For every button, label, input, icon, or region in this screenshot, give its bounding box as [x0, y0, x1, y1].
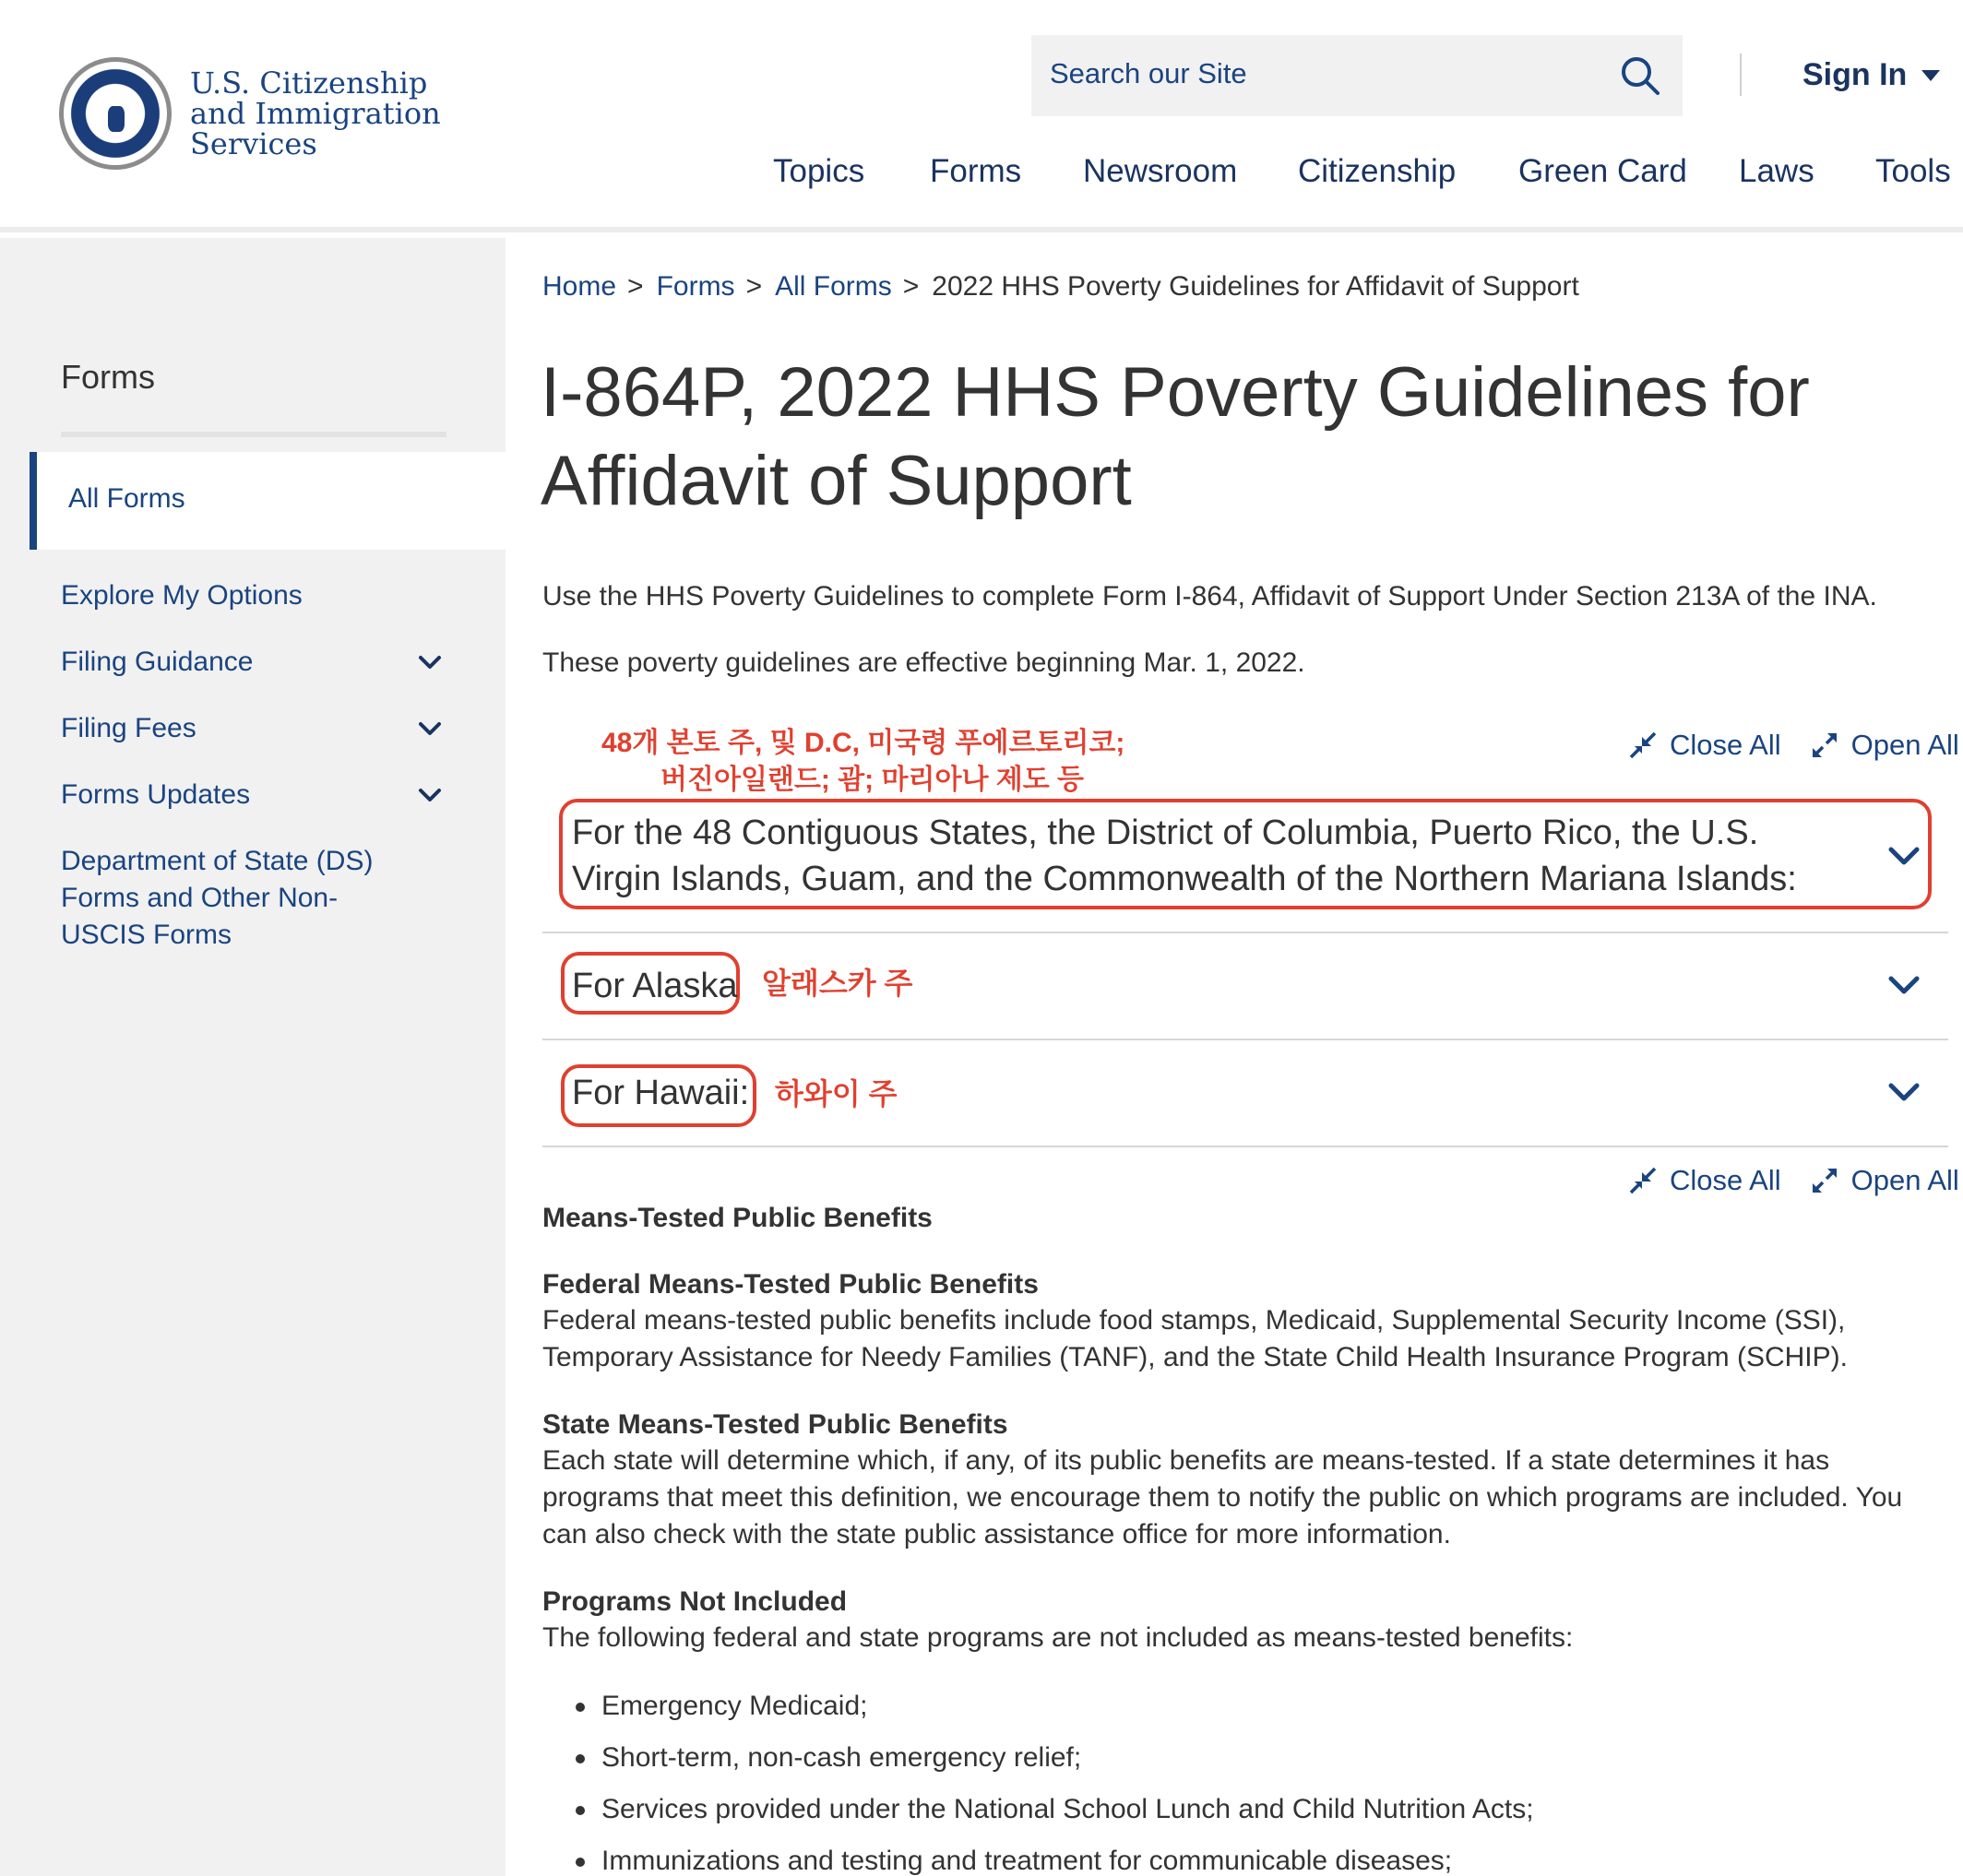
accordion-divider — [542, 1146, 1948, 1147]
breadcrumb-separator: > — [902, 271, 920, 302]
search-icon[interactable] — [1620, 55, 1660, 96]
sidebar-title: Forms — [61, 358, 155, 396]
annotation-alaska: 알래스카 주 — [762, 967, 913, 1000]
annotation-hawaii: 하와이 주 — [775, 1077, 898, 1110]
chevron-down-icon[interactable] — [1886, 967, 1922, 1003]
state-heading: State Means-Tested Public Benefits — [542, 1409, 1008, 1440]
chevron-down-icon[interactable] — [417, 649, 443, 675]
sidebar-item-forms-updates[interactable]: Forms Updates — [61, 779, 251, 810]
search-input[interactable] — [1031, 35, 1683, 116]
accordion-controls — [1629, 729, 1959, 762]
sidebar-divider — [61, 432, 446, 437]
accordion-controls — [1629, 1164, 1959, 1197]
sidebar-item-explore-my-options[interactable]: Explore My Options — [61, 580, 303, 611]
logo-line: U.S. Citizenship — [190, 65, 428, 101]
sidebar-item-filing-fees[interactable]: Filing Fees — [61, 713, 196, 743]
accordion-contiguous-states[interactable]: For the 48 Contiguous States, the District of Columbia, Puerto Rico, the U.S. Virgin Islands, Guam, and the Commonwealth of the Northern Mariana Islands: — [572, 813, 1797, 898]
federal-heading: Federal Means-Tested Public Benefits — [542, 1269, 1039, 1300]
not-included-heading: Programs Not Included — [542, 1586, 848, 1617]
sidebar-item-all-forms[interactable] — [30, 452, 506, 550]
sidebar-item-label: All Forms — [68, 483, 185, 514]
nav-forms[interactable]: Forms — [930, 153, 1022, 189]
list-item: Services provided under the National School Lunch and Child Nutrition Acts; — [572, 1791, 1534, 1843]
chevron-down-icon[interactable] — [1886, 837, 1922, 874]
accordion-alaska[interactable]: For Alaska — [572, 967, 738, 1005]
breadcrumb-current: 2022 HHS Poverty Guidelines for Affidavit of Support — [932, 271, 1579, 302]
collapse-arrows-icon — [1629, 1167, 1657, 1194]
list-item: Immunizations and testing and treatment for communicable diseases; — [572, 1843, 1534, 1876]
expand-arrows-icon — [1811, 731, 1838, 759]
chevron-down-icon[interactable] — [1886, 1074, 1922, 1110]
close-all-button[interactable]: Close All — [1670, 729, 1781, 761]
effective-date-text: These poverty guidelines are effective beginning Mar. 1, 2022. — [542, 647, 1305, 678]
site-header — [0, 0, 1963, 232]
annotation-contiguous-line1: 48개 본토 주, 및 D.C, 미국령 푸에르토리코; — [601, 728, 1125, 758]
sign-in-button[interactable] — [1802, 57, 1940, 93]
breadcrumb-separator: > — [627, 271, 644, 302]
sidebar-item-filing-guidance[interactable]: Filing Guidance — [61, 647, 254, 677]
federal-text: Federal means-tested public benefits include food stamps, Medicaid, Supplemental Security Income (SSI), Temporary Assistance for Needy Families (TANF), and the State Child Health Insurance Program (SCHIP). — [542, 1305, 1848, 1372]
intro-text: Use the HHS Poverty Guidelines to complete Form I-864, Affidavit of Support Under Section 213A of the INA. — [542, 581, 1877, 611]
close-all-button[interactable]: Close All — [1670, 1164, 1781, 1196]
caret-down-icon — [1921, 70, 1940, 81]
breadcrumb-home[interactable]: Home — [542, 271, 617, 302]
collapse-arrows-icon — [1629, 731, 1657, 759]
search-placeholder: Search our Site — [1050, 57, 1247, 89]
nav-green-card[interactable]: Green Card — [1518, 153, 1687, 189]
breadcrumb-all-forms[interactable]: All Forms — [775, 271, 892, 302]
nav-tools[interactable]: Tools — [1875, 153, 1951, 189]
not-included-list — [572, 1688, 1534, 1876]
means-tested-heading: Means-Tested Public Benefits — [542, 1203, 933, 1233]
open-all-button[interactable]: Open All — [1850, 729, 1959, 761]
logo-line: Services — [190, 125, 317, 161]
open-all-button[interactable]: Open All — [1850, 1164, 1959, 1196]
accordion-hawaii[interactable]: For Hawaii: — [572, 1074, 750, 1112]
state-text: Each state will determine which, if any, of its public benefits are means-tested. If a state determines it has programs that meet this definition, we encourage them to notify the public on which programs are included. You can also check with the state public assistance office for more information. — [542, 1445, 1903, 1549]
header-divider — [1740, 53, 1742, 96]
sidebar-item-department-of-state-forms[interactable]: Department of State (DS) Forms and Other Non-USCIS Forms — [61, 846, 374, 950]
breadcrumb-forms[interactable]: Forms — [656, 271, 735, 302]
page-title: I-864P, 2022 HHS Poverty Guidelines for Affidavit of Support — [541, 353, 1810, 520]
chevron-down-icon[interactable] — [417, 782, 443, 808]
accordion-divider — [542, 1039, 1948, 1040]
list-item: Short-term, non-cash emergency relief; — [572, 1739, 1534, 1791]
chevron-down-icon[interactable] — [417, 716, 443, 742]
annotation-contiguous-line2: 버진아일랜드; 괌; 마리아나 제도 등 — [660, 765, 1085, 795]
sign-in-label: Sign In — [1802, 57, 1908, 92]
expand-arrows-icon — [1811, 1167, 1838, 1194]
logo-line: and Immigration — [190, 95, 441, 131]
nav-citizenship[interactable]: Citizenship — [1298, 153, 1457, 189]
list-item: Emergency Medicaid; — [572, 1688, 1534, 1739]
accordion-divider — [542, 932, 1948, 933]
main-nav — [0, 153, 1963, 197]
agency-name — [190, 65, 441, 161]
sidebar — [0, 238, 506, 1876]
breadcrumb-separator: > — [745, 271, 763, 302]
not-included-text: The following federal and state programs are not included as means-tested benefits: — [542, 1622, 1574, 1653]
nav-laws[interactable]: Laws — [1739, 153, 1814, 189]
breadcrumb — [542, 271, 1579, 303]
nav-topics[interactable]: Topics — [773, 153, 865, 189]
nav-newsroom[interactable]: Newsroom — [1083, 153, 1238, 189]
